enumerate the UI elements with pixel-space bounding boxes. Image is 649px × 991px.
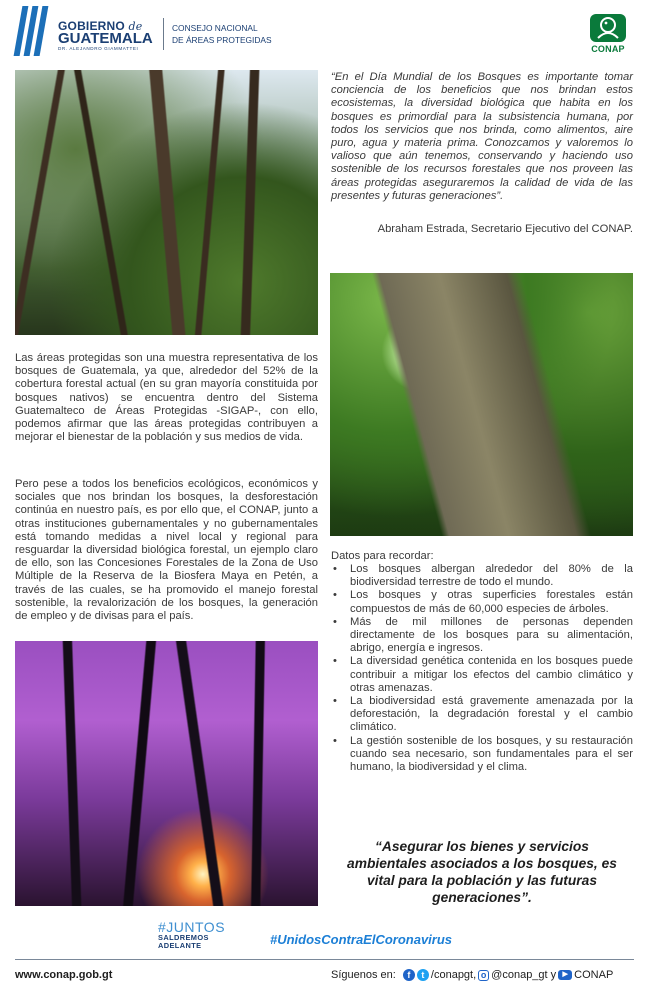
datos-title: Datos para recordar: bbox=[331, 550, 434, 562]
council-line2: DE ÁREAS PROTEGIDAS bbox=[172, 35, 272, 45]
datos-list bbox=[331, 563, 633, 774]
datos-item: • La diversidad genética contenida en los bosques puede contribuir a mitigar los efectos del cambio climático y otras amenazas. bbox=[331, 655, 633, 695]
datos-item: • Los bosques albergan alrededor del 80% de la biodiversidad terrestre de todo el mundo. bbox=[331, 563, 633, 589]
juntos-line3: ADELANTE bbox=[158, 941, 202, 950]
quote-text: “En el Día Mundial de los Bosques es importante tomar conciencia de los beneficios que nos brindan estos ecosistemas, la diversidad biológica que habita en los bosques es primordial para la subsistencia humana, por todos los servicios que nos brinda, como alimentos, aire puro, agua y materia prima. Conozcamos y valoremos lo valioso que aún tenemos, conservando y haciendo uso sostenible de los recursos forestales que nos proveen las áreas protegidas aseguraremos la calidad de vida de las presentes y futuras generaciones”. bbox=[331, 71, 633, 202]
follow-label: Síguenos en: bbox=[331, 969, 396, 981]
social-links bbox=[331, 969, 613, 981]
council-line1: CONSEJO NACIONAL bbox=[172, 23, 258, 33]
juntos-line1: #JUNTOS bbox=[158, 919, 226, 935]
gov-line2: GUATEMALA bbox=[58, 30, 153, 47]
forest-sunset-photo bbox=[15, 641, 318, 906]
conap-logo bbox=[586, 14, 630, 58]
juntos-saldremos-logo bbox=[158, 920, 238, 950]
gov-line3: DR. ALEJANDRO GIAMMATTEI bbox=[58, 46, 139, 51]
datos-item: • Los bosques y otras superficies forestales están compuestos de más de 60,000 especies de árboles. bbox=[331, 589, 633, 615]
quote-author: Abraham Estrada, Secretario Ejecutivo del CONAP. bbox=[377, 223, 633, 235]
forest-pine-trees-photo bbox=[15, 70, 318, 335]
datos-item: • La biodiversidad está gravemente amenazada por la deforestación, la degradación forestal y el cambio climático. bbox=[331, 695, 633, 735]
gov-de: de bbox=[128, 20, 143, 33]
datos-item: • La gestión sostenible de los bosques, y su restauración cuando sea necesario, son fundamentales para el ser humano, la biodiversidad y el clima. bbox=[331, 735, 633, 775]
header-divider bbox=[163, 18, 164, 50]
facebook-icon[interactable]: f bbox=[403, 969, 415, 981]
handle-instagram[interactable]: @conap_gt y bbox=[491, 969, 557, 981]
conap-logo-text: CONAP bbox=[591, 44, 625, 54]
youtube-icon[interactable]: ▶ bbox=[558, 970, 572, 980]
juntos-line2: SALDREMOS bbox=[158, 933, 209, 942]
tree-trunk-canopy-photo bbox=[330, 273, 633, 536]
website-link[interactable]: www.conap.gob.gt bbox=[15, 969, 113, 981]
gobierno-guatemala-logo bbox=[14, 6, 154, 58]
handle-youtube[interactable]: CONAP bbox=[574, 969, 614, 981]
hashtag-coronavirus: #UnidosContraElCoronavirus bbox=[270, 932, 453, 947]
paragraph-deforestation: Pero pese a todos los beneficios ecológicos, económicos y sociales que nos brindan los bosques, la desforestación continúa en nuestro país, es por ello que, el CONAP, junto a otras instituciones gubernamentales y no gubernamentales está tomando medidas a nivel local y regional para resguardar la diversidad biológica forestal, un ejemplo claro de ello, son las Concesiones Forestales de la Zona de Uso Múltiple de la Reserva de la Biosfera Maya en Petén, a través de las cuales, se ha promovido el manejo forestal sostenible, la revalorización de los bosques, la generación de empleo y de divisas para el país. bbox=[15, 478, 318, 623]
closing-quote: “Asegurar los bienes y servicios ambientales asociados a los bosques, es vital para la población y las futuras generaciones”. bbox=[347, 839, 617, 905]
footer-divider bbox=[15, 959, 634, 960]
handle-facebook-twitter[interactable]: /conapgt, bbox=[430, 969, 477, 981]
twitter-icon[interactable]: t bbox=[417, 969, 429, 981]
gov-line1: GOBIERNO bbox=[58, 19, 125, 33]
conap-emblem-icon bbox=[590, 14, 626, 42]
council-name bbox=[172, 22, 272, 46]
paragraph-protected-areas: Las áreas protegidas son una muestra representativa de los bosques de Guatemala, ya que, alrededor del 52% de la cobertura forestal actual (en su gran mayoría constituida por bosques nativos) se encuentra dentro del Sistema Guatemalteco de Áreas Protegidas -SIGAP-, con ello, podemos afirmar que las áreas protegidas contribuyen a mejorar el bienestar de la población y sus medios de vida. bbox=[15, 352, 318, 444]
datos-item: • Más de mil millones de personas dependen directamente de los bosques para su alimentación, abrigo, energía e ingresos. bbox=[331, 616, 633, 656]
instagram-icon[interactable]: o bbox=[478, 970, 489, 981]
